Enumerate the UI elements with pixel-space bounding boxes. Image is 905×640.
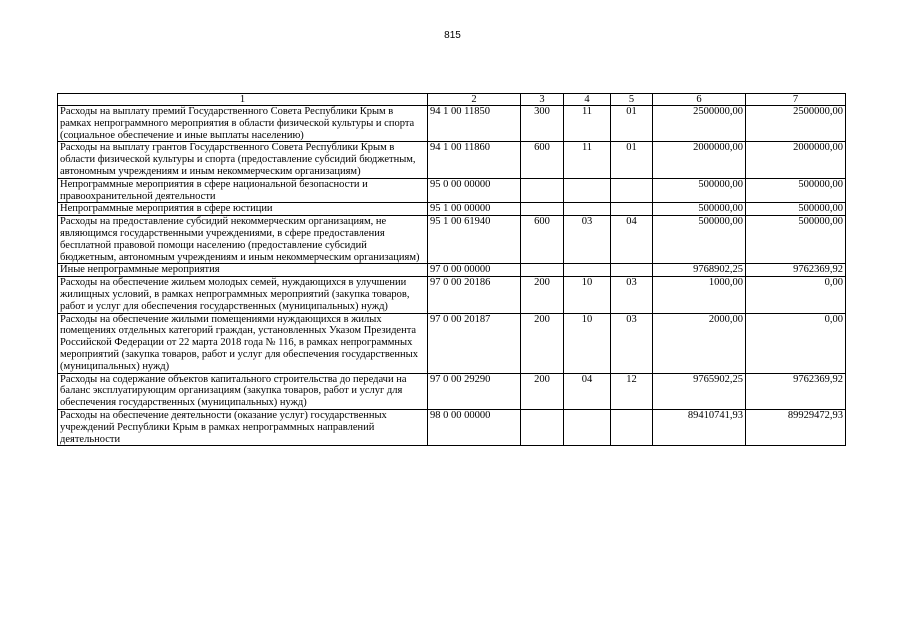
amount-year-2: 89929472,93 xyxy=(746,409,846,445)
section-code: 03 xyxy=(564,216,611,264)
target-article-code: 97 0 00 20186 xyxy=(428,277,521,313)
amount-year-1: 2000000,00 xyxy=(653,142,746,178)
header-col-2: 2 xyxy=(428,94,521,106)
table-row xyxy=(58,203,846,216)
header-col-4: 4 xyxy=(564,94,611,106)
amount-year-1: 89410741,93 xyxy=(653,409,746,445)
target-article-code: 95 1 00 00000 xyxy=(428,203,521,216)
subsection-code: 03 xyxy=(611,313,653,373)
table-row xyxy=(58,216,846,264)
expense-name: Расходы на обеспечение деятельности (оказание услуг) государственных учреждений Республики Крым в рамках непрограммных направлений деятельности xyxy=(58,409,428,445)
section-code: 11 xyxy=(564,106,611,142)
header-col-7: 7 xyxy=(746,94,846,106)
amount-year-2: 500000,00 xyxy=(746,203,846,216)
header-col-1: 1 xyxy=(58,94,428,106)
section-code xyxy=(564,203,611,216)
table-row xyxy=(58,142,846,178)
header-col-5: 5 xyxy=(611,94,653,106)
table-row xyxy=(58,106,846,142)
amount-year-1: 500000,00 xyxy=(653,178,746,203)
amount-year-2: 2000000,00 xyxy=(746,142,846,178)
subsection-code xyxy=(611,203,653,216)
amount-year-2: 0,00 xyxy=(746,277,846,313)
expense-name: Расходы на выплату премий Государственного Совета Республики Крым в рамках непрограммного мероприятия в области физической культуры и спорта (социальное обеспечение и иные выплаты населению) xyxy=(58,106,428,142)
header-col-3: 3 xyxy=(521,94,564,106)
expense-name: Расходы на содержание объектов капитального строительства до передачи на баланс эксплуатирующим организациям (закупка товаров, работ и услуг для обеспечения государственных (муниципальных) нужд) xyxy=(58,373,428,409)
table-header-row xyxy=(58,94,846,106)
amount-year-1: 9768902,25 xyxy=(653,264,746,277)
subsection-code: 01 xyxy=(611,142,653,178)
amount-year-1: 1000,00 xyxy=(653,277,746,313)
subsection-code: 12 xyxy=(611,373,653,409)
amount-year-2: 2500000,00 xyxy=(746,106,846,142)
expense-name: Расходы на обеспечение жильем молодых семей, нуждающихся в улучшении жилищных условий, в рамках непрограммных мероприятий (закупка товаров, работ и услуг для обеспечения государственных (муниципальных) нужд) xyxy=(58,277,428,313)
target-article-code: 94 1 00 11850 xyxy=(428,106,521,142)
subsection-code: 04 xyxy=(611,216,653,264)
section-code xyxy=(564,264,611,277)
section-code: 11 xyxy=(564,142,611,178)
section-code xyxy=(564,178,611,203)
table-row xyxy=(58,277,846,313)
expense-name: Расходы на предоставление субсидий некоммерческим организациям, не являющимся государственными учреждениями, в сфере предоставления бесплатной правовой помощи населению (предоставление субсидий бюджетным, автономным учреждениям и иным некоммерческим организациям) xyxy=(58,216,428,264)
expense-name: Расходы на выплату грантов Государственного Совета Республики Крым в области физической культуры и спорта (предоставление субсидий бюджетным, автономным учреждениям и иным некоммерческим организациям) xyxy=(58,142,428,178)
target-article-code: 98 0 00 00000 xyxy=(428,409,521,445)
amount-year-1: 2500000,00 xyxy=(653,106,746,142)
table-row xyxy=(58,373,846,409)
amount-year-2: 500000,00 xyxy=(746,178,846,203)
target-article-code: 95 0 00 00000 xyxy=(428,178,521,203)
expense-type-code xyxy=(521,264,564,277)
amount-year-1: 500000,00 xyxy=(653,203,746,216)
table-row xyxy=(58,409,846,445)
expense-name: Непрограммные мероприятия в сфере национальной безопасности и правоохранительной деятельности xyxy=(58,178,428,203)
target-article-code: 95 1 00 61940 xyxy=(428,216,521,264)
expense-type-code: 200 xyxy=(521,313,564,373)
expense-type-code xyxy=(521,203,564,216)
expense-type-code xyxy=(521,409,564,445)
target-article-code: 97 0 00 20187 xyxy=(428,313,521,373)
table-row xyxy=(58,178,846,203)
budget-table xyxy=(57,93,846,446)
section-code: 10 xyxy=(564,313,611,373)
table-row xyxy=(58,264,846,277)
amount-year-1: 2000,00 xyxy=(653,313,746,373)
subsection-code: 03 xyxy=(611,277,653,313)
amount-year-1: 9765902,25 xyxy=(653,373,746,409)
subsection-code xyxy=(611,178,653,203)
amount-year-2: 0,00 xyxy=(746,313,846,373)
expense-type-code: 600 xyxy=(521,216,564,264)
expense-name: Расходы на обеспечение жилыми помещениями нуждающихся в жилых помещениях отдельных категорий граждан, установленных Указом Президента Российской Федерации от 22 марта 2018 года № 116, в рамках непрограммных мероприятий (закупка товаров, работ и услуг для обеспечения государственных (муниципальных) нужд) xyxy=(58,313,428,373)
target-article-code: 94 1 00 11860 xyxy=(428,142,521,178)
table-row xyxy=(58,313,846,373)
expense-type-code: 200 xyxy=(521,277,564,313)
page-number: 815 xyxy=(444,30,461,41)
amount-year-2: 9762369,92 xyxy=(746,373,846,409)
section-code: 10 xyxy=(564,277,611,313)
expense-type-code: 200 xyxy=(521,373,564,409)
subsection-code: 01 xyxy=(611,106,653,142)
amount-year-2: 500000,00 xyxy=(746,216,846,264)
target-article-code: 97 0 00 29290 xyxy=(428,373,521,409)
expense-type-code: 300 xyxy=(521,106,564,142)
target-article-code: 97 0 00 00000 xyxy=(428,264,521,277)
section-code: 04 xyxy=(564,373,611,409)
amount-year-2: 9762369,92 xyxy=(746,264,846,277)
expense-name: Иные непрограммные мероприятия xyxy=(58,264,428,277)
subsection-code xyxy=(611,409,653,445)
section-code xyxy=(564,409,611,445)
expense-name: Непрограммные мероприятия в сфере юстиции xyxy=(58,203,428,216)
header-col-6: 6 xyxy=(653,94,746,106)
expense-type-code xyxy=(521,178,564,203)
subsection-code xyxy=(611,264,653,277)
amount-year-1: 500000,00 xyxy=(653,216,746,264)
expense-type-code: 600 xyxy=(521,142,564,178)
